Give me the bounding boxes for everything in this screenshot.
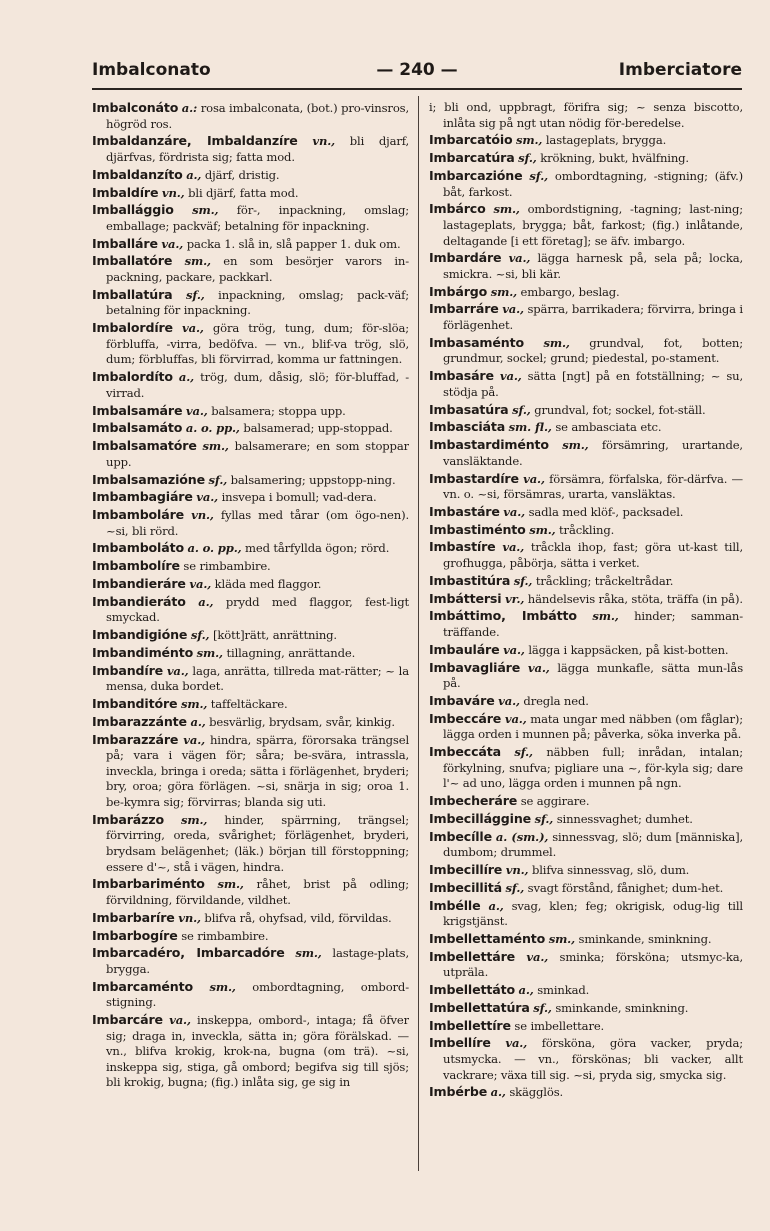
dictionary-entry xyxy=(429,368,743,400)
grammar-label: a., xyxy=(518,983,534,998)
dictionary-entry xyxy=(429,660,743,692)
definition: sadla med klöf-, packsadel. xyxy=(528,504,684,519)
definition: djärf, dristig. xyxy=(204,167,280,182)
headword: Imballatúra xyxy=(92,286,173,302)
headword: Imbastáre xyxy=(429,503,500,519)
definition: balsamering; uppstopp-ning. xyxy=(230,472,396,487)
dictionary-entry xyxy=(92,100,409,132)
headword: Imbellettáto xyxy=(429,982,515,998)
dictionary-entry xyxy=(92,253,409,285)
dictionary-entry xyxy=(429,982,743,999)
headword: Imbecillággine xyxy=(429,810,532,826)
dictionary-entry xyxy=(92,438,409,470)
headword: Imbellettatúra xyxy=(429,999,530,1015)
headword: Imbalsamazióne xyxy=(92,471,205,487)
grammar-label: va., xyxy=(499,369,522,384)
definition: en som besörjer varors in-packning, packare, packkarl. xyxy=(106,254,409,285)
dictionary-entry xyxy=(429,573,743,590)
definition: sätta [ngt] på en fotställning; ~ su, stödja på. xyxy=(443,369,743,399)
dictionary-entry xyxy=(429,931,743,948)
definition: blifva sinnessvag, slö, dum. xyxy=(531,862,690,877)
grammar-label: a. o. pp., xyxy=(185,421,240,436)
definition: i; bli ond, uppbragt, förifra sig; ~ senza biscotto, inlåta sig på ngt utan nödig för-beredelse. xyxy=(429,100,743,130)
dictionary-entry xyxy=(92,403,409,420)
headword: Imbastíre xyxy=(429,539,496,555)
headword: Imbarbogíre xyxy=(92,927,178,943)
dictionary-entry xyxy=(92,594,409,626)
headword: Imbalordíto xyxy=(92,369,173,385)
grammar-label: a., xyxy=(198,594,214,609)
dictionary-entry xyxy=(92,696,409,713)
definition: grundval, fot; sockel, fot-ställ. xyxy=(534,402,706,417)
headword: Imbandiménto xyxy=(92,644,194,660)
definition: sminka; förskönа; utsmyc-ka, utpräla. xyxy=(443,949,743,980)
definition: försämring, urartande, vansläktande. xyxy=(443,438,743,468)
column-divider xyxy=(418,96,419,1171)
headword: Imbambagiáre xyxy=(92,489,193,505)
grammar-label: vr., xyxy=(504,591,525,606)
dictionary-entry xyxy=(92,202,409,234)
definition: försämra, förfalska, för-därfva. — vn. o. ~si, försämras, urarta, vansläktas. xyxy=(443,471,743,502)
grammar-label: va., xyxy=(503,504,526,519)
headword: Imbarcaménto xyxy=(92,978,193,994)
dictionary-entry xyxy=(429,168,743,200)
dictionary-entry xyxy=(429,693,743,710)
definition: händelsevis råka, stöta, träffa (in på). xyxy=(527,591,743,606)
headword: Imbecillíre xyxy=(429,861,503,877)
definition: se rimbambire. xyxy=(181,928,269,943)
dictionary-entry xyxy=(429,898,743,930)
dictionary-entry xyxy=(429,100,743,131)
definition: embargo, beslag. xyxy=(520,284,620,299)
grammar-label: va., xyxy=(182,321,204,336)
headword: Imbellíre xyxy=(429,1035,491,1051)
dictionary-entry xyxy=(429,1018,743,1035)
headword: Imbarráre xyxy=(429,301,499,317)
definition: näbben full; inrådan, intalan; förkylning, snufva; pigliare una ~, för-kyla sig; dare l'~ ad uno, lägga orden i munnen på ngn. xyxy=(443,745,743,791)
grammar-label: sf., xyxy=(514,745,533,760)
definition: ombordtagning, ombord-stigning. xyxy=(106,979,409,1010)
grammar-label: va., xyxy=(189,577,212,591)
grammar-label: va., xyxy=(527,660,550,675)
grammar-label: va., xyxy=(502,302,524,317)
grammar-label: sm., xyxy=(181,812,208,827)
definition: svag, klen; feg; okrigisk, odug-lig till krigstjänst. xyxy=(443,898,743,929)
grammar-label: sm., xyxy=(592,609,619,624)
dictionary-entry xyxy=(429,284,743,301)
definition: för-, inpackning, omslag; emballage; packväf; betalning för inpackning. xyxy=(106,203,409,233)
grammar-label: sf., xyxy=(505,880,525,895)
definition: rosa imbalconata, (bot.) pro-vinsros, högröd ros. xyxy=(106,101,409,131)
grammar-label: va., xyxy=(185,403,208,418)
headword: Imbaváre xyxy=(429,692,495,708)
headword: Imbanditóre xyxy=(92,696,178,712)
dictionary-entry xyxy=(92,576,409,593)
dictionary-entry xyxy=(92,732,409,811)
dictionary-entry xyxy=(429,150,743,167)
grammar-label: sf., xyxy=(534,811,554,826)
dictionary-entry xyxy=(429,471,743,503)
definition: laga, anrätta, tillreda mat-rätter; ~ la mensa, duka bordet. xyxy=(106,663,409,694)
grammar-label: a.: xyxy=(181,101,198,115)
headword: Imbauláre xyxy=(429,641,500,657)
headword: Imbalsamáre xyxy=(92,402,183,418)
dictionary-entry xyxy=(92,133,409,165)
definition: mata ungar med näbben (om fåglar); lägga orden i munnen på; påverka, söka inverka på. xyxy=(443,711,743,742)
headword: Imbecillitá xyxy=(429,879,502,895)
definition: prydd med flaggor, fest-ligt smyckad. xyxy=(106,594,409,625)
page-number: — 240 — xyxy=(376,60,458,80)
grammar-label: a. (sm.), xyxy=(495,829,549,844)
grammar-label: sf., xyxy=(518,151,537,166)
headword: Imbandigióne xyxy=(92,627,188,643)
headword: Imbeccáta xyxy=(429,744,501,760)
headword: Imbavagliáre xyxy=(429,659,521,675)
headword: Imbastardiménto xyxy=(429,437,549,453)
definition: balsamerare; en som stoppar upp. xyxy=(106,439,409,469)
dictionary-entry xyxy=(92,1012,409,1091)
headword: Imbarázzo xyxy=(92,811,164,827)
dictionary-entry xyxy=(429,1000,743,1017)
grammar-label: va., xyxy=(526,949,549,964)
dictionary-entry xyxy=(429,744,743,792)
headword: Imbélle xyxy=(429,897,481,913)
definition: sinnessvag, slö; dum [människa], dumbom; drummel. xyxy=(443,829,743,860)
dictionary-entry xyxy=(92,167,409,184)
definition: göra trög, tung, dum; för-slöa; förbluffa, -virra, bedöfva. — vn., blif-va trög, slö, dum; förbluffas, bli förvirrad, komma ur fattningen. xyxy=(106,321,409,367)
definition: bli djärf, fatta mod. xyxy=(188,185,299,200)
headword: Imbaldanzíto xyxy=(92,166,183,182)
grammar-label: vn., xyxy=(312,134,336,149)
grammar-label: a., xyxy=(190,714,206,729)
grammar-label: va., xyxy=(161,236,184,251)
headword: Imbasaménto xyxy=(429,334,524,350)
definition: tråckla ihop, fast; göra ut-kast till, grofhugga, påbörja, sätta i verket. xyxy=(443,540,743,571)
headword: Imbarcatóio xyxy=(429,132,513,148)
definition: sminkande, sminkning. xyxy=(578,931,712,946)
definition: sminkande, sminkning. xyxy=(555,1000,689,1015)
dictionary-entry xyxy=(429,522,743,539)
headword: Imballáre xyxy=(92,235,158,251)
grammar-label: a., xyxy=(186,167,202,182)
dictionary-entry xyxy=(92,507,409,539)
definition: spärra, barrikadera; förvirra, bringa i förlägenhet. xyxy=(443,302,743,333)
dictionary-entry xyxy=(429,1035,743,1083)
dictionary-entry xyxy=(429,829,743,861)
dictionary-entry xyxy=(429,437,743,469)
grammar-label: vn., xyxy=(505,862,529,877)
headword: Imbastitúra xyxy=(429,572,511,588)
dictionary-entry xyxy=(429,1084,743,1101)
dictionary-entry xyxy=(429,132,743,149)
headword: Imbandieráto xyxy=(92,593,186,609)
headword: Imbalsamáto xyxy=(92,420,183,436)
headword: Imbarcazióne xyxy=(429,167,523,183)
headword: Imbasatúra xyxy=(429,401,509,417)
left-column xyxy=(92,100,409,1161)
definition: tråckling. xyxy=(559,522,615,537)
grammar-label: sm., xyxy=(529,522,556,537)
headword: Imbalsamatóre xyxy=(92,438,197,454)
definition: blifva rå, ohyfsad, vild, förvildas. xyxy=(204,910,392,925)
grammar-label: sf., xyxy=(529,168,548,183)
definition: tillagning, anrättande. xyxy=(226,645,356,660)
definition: skägglös. xyxy=(509,1085,564,1100)
dictionary-entry xyxy=(92,663,409,695)
headword: Imbasáre xyxy=(429,368,494,384)
dictionary-entry xyxy=(429,793,743,810)
grammar-label: sf., xyxy=(208,472,228,487)
grammar-label: va., xyxy=(183,732,205,747)
headword: Imbastiménto xyxy=(429,521,526,537)
dictionary-entry xyxy=(92,812,409,875)
grammar-label: sm., xyxy=(180,697,208,712)
definition: insvepa i bomull; vad-dera. xyxy=(221,490,377,505)
grammar-label: sf., xyxy=(533,1000,552,1015)
page-header xyxy=(92,60,742,84)
dictionary-entry xyxy=(92,910,409,927)
headword: Imbastardíre xyxy=(429,470,519,486)
definition: se imbellettare. xyxy=(514,1018,605,1033)
dictionary-entry xyxy=(429,335,743,367)
grammar-label: vn., xyxy=(161,185,185,200)
definition: lastageplats, brygga. xyxy=(545,133,667,148)
headword: Imbellettaménto xyxy=(429,930,546,946)
dictionary-entry xyxy=(429,880,743,897)
header-rule xyxy=(92,88,742,90)
grammar-label: va., xyxy=(166,663,189,678)
dictionary-entry xyxy=(429,402,743,419)
grammar-label: va., xyxy=(498,693,520,708)
dictionary-entry xyxy=(429,539,743,571)
headword: Imbardáre xyxy=(429,250,502,266)
grammar-label: vn., xyxy=(191,508,214,523)
definition: tråckling; tråckeltrådar. xyxy=(535,573,674,588)
dictionary-entry xyxy=(92,540,409,557)
grammar-label: vn., xyxy=(178,910,201,925)
definition: hindra, spärra, förorsaka trängsel på; vara i vägen för; såra; be-svära, intrassla, inveckla, bringa i oreda; sätta i förlägenhet, bryderi; bry, oroa; göra förlägen. ~si, snärja in sig; oroa 1. be-kymra sig; förvirras; blanda sig uti. xyxy=(106,732,409,810)
definition: se aggirare. xyxy=(520,794,590,809)
dictionary-entry xyxy=(429,301,743,333)
definition: förskönа, göra vacker, pryda; utsmycka. — vn., förskönas; bli vacker, allt vackrare; växa till sig. ~si, pryda sig, smycka sig. xyxy=(443,1036,743,1082)
headword: Imbambolíre xyxy=(92,558,180,574)
grammar-label: sm., xyxy=(196,645,223,660)
header-last-word: Imberciatore xyxy=(618,60,742,80)
headword: Imbeccáre xyxy=(429,710,502,726)
grammar-label: sm., xyxy=(217,877,244,892)
definition: sinnessvaghet; dumhet. xyxy=(556,811,693,826)
dictionary-entry xyxy=(92,320,409,368)
dictionary-entry xyxy=(92,558,409,575)
grammar-label: va., xyxy=(505,1036,528,1051)
dictionary-entry xyxy=(429,504,743,521)
grammar-label: sf., xyxy=(190,628,210,643)
definition: krökning, bukt, hvälfning. xyxy=(540,151,689,166)
grammar-label: va., xyxy=(523,471,545,486)
headword: Imbaldanzáre, Imbaldanzíre xyxy=(92,133,298,149)
definition: hinder, spärrning, trängsel; förvirring, oreda, svårighet; förlägenhet, bryderi, brydsam belägenhet; (läk.) början till förstoppning; essere d'~, stå i vägen, hindra. xyxy=(106,812,409,874)
dictionary-entry xyxy=(92,472,409,489)
headword: Imbalconáto xyxy=(92,100,179,115)
definition: ombordtagning, -stigning; (äfv.) båt, farkost. xyxy=(443,168,743,199)
dictionary-entry xyxy=(92,185,409,202)
definition: lägga i kappsäcken, på kist-botten. xyxy=(528,642,729,657)
dictionary-entry xyxy=(429,250,743,282)
grammar-label: sm., xyxy=(295,946,322,961)
grammar-label: va., xyxy=(169,1013,191,1028)
definition: lägga munkafle, sätta mun-lås på. xyxy=(443,660,743,691)
grammar-label: va., xyxy=(503,642,525,657)
grammar-label: sm., xyxy=(543,335,570,350)
headword: Imbarazzáre xyxy=(92,731,179,747)
grammar-label: a., xyxy=(178,370,195,385)
grammar-label: va., xyxy=(502,540,525,555)
dictionary-entry xyxy=(92,945,409,977)
definition: grundval, fot, botten; grundmur, sockel; grund; piedestal, po-stament. xyxy=(443,335,743,366)
grammar-label: va., xyxy=(508,251,531,266)
headword: Imbamboláto xyxy=(92,540,184,556)
headword: Imbarbaríre xyxy=(92,909,175,925)
definition: dregla ned. xyxy=(523,693,589,708)
grammar-label: sm., xyxy=(192,203,219,218)
definition: ombordstigning, -tagning; last-ning; lastageplats, brygga; båt, farkost; (fig.) inlåtande, deltagande [i ett företag]; se äfv. imbargo. xyxy=(443,202,743,248)
dictionary-entry xyxy=(92,420,409,437)
definition: balsamera; stoppa upp. xyxy=(211,403,346,418)
dictionary-entry xyxy=(92,489,409,506)
dictionary-entry xyxy=(429,949,743,981)
definition: med tårfyllda ögon; rörd. xyxy=(245,541,390,556)
headword: Imbarcáre xyxy=(92,1012,163,1028)
grammar-label: sf., xyxy=(513,573,533,588)
grammar-label: sm. fl., xyxy=(508,420,552,435)
headword: Imbecílle xyxy=(429,828,492,844)
headword: Imbáttersi xyxy=(429,590,502,606)
grammar-label: sm., xyxy=(493,202,520,217)
definition: lastage-plats, brygga. xyxy=(106,946,409,976)
headword: Imbarbariménto xyxy=(92,876,205,892)
definition: bli djarf, djärfvas, fördrista sig; fatta mod. xyxy=(106,134,409,164)
right-column xyxy=(429,100,743,1161)
definition: råhet, brist på odling; förvildning, förvildande, vildhet. xyxy=(106,877,409,907)
definition: sminkad. xyxy=(537,983,590,998)
dictionary-entry xyxy=(429,201,743,249)
headword: Imbárco xyxy=(429,201,486,217)
headword: Imballággio xyxy=(92,202,174,218)
headword: Imbárgo xyxy=(429,283,488,299)
grammar-label: va., xyxy=(196,490,219,505)
dictionary-entry xyxy=(92,236,409,253)
headword: Imbarazzánte xyxy=(92,713,187,729)
definition: kläda med flaggor. xyxy=(214,577,322,591)
headword: Imbandieráre xyxy=(92,576,186,591)
dictionary-entry xyxy=(429,591,743,608)
definition: inpackning, omslag; pack-väf; betalning för inpackning. xyxy=(106,287,409,318)
grammar-label: sf., xyxy=(512,402,531,417)
dictionary-entry xyxy=(92,876,409,908)
definition: se rimbambire. xyxy=(183,559,271,574)
dictionary-entry xyxy=(429,608,743,640)
grammar-label: sm., xyxy=(184,254,211,269)
definition: lägga harnesk på, sela på; locka, smickra. ~si, bli kär. xyxy=(443,251,743,281)
grammar-label: a., xyxy=(490,1085,506,1100)
headword: Imbecheráre xyxy=(429,793,518,809)
grammar-label: a. o. pp., xyxy=(187,541,242,556)
definition: fyllas med tårar (om ögo-nen). ~si, bli rörd. xyxy=(106,508,409,538)
dictionary-entry xyxy=(429,711,743,743)
headword: Imbandíre xyxy=(92,662,164,678)
grammar-label: sf., xyxy=(186,287,205,302)
dictionary-entry xyxy=(429,419,743,436)
definition: besvärlig, brydsam, svår, kinkig. xyxy=(209,714,395,729)
headword: Imbalordíre xyxy=(92,320,173,336)
definition: [kött]rätt, anrättning. xyxy=(212,628,337,643)
header-first-word: Imbalconato xyxy=(92,60,211,80)
headword: Imbamboláre xyxy=(92,507,185,523)
headword: Imbérbe xyxy=(429,1084,488,1100)
headword: Imbáttimo, Imbátto xyxy=(429,608,577,624)
definition: inskeppa, ombord-, intaga; få öfver sig; draga in, inveckla, sätta in; göra förälskad. — vn., blifva krokig, krok-na, bugna (om trä). ~si, inskeppa sig, stiga, gå ombord; begifva sig till sjös; bli krokig, bugna; (fig.) inlåta sig, ge sig in xyxy=(106,1013,409,1090)
grammar-label: sm., xyxy=(209,979,236,994)
definition: taffeltäckare. xyxy=(210,697,288,712)
grammar-label: sm., xyxy=(562,438,589,453)
dictionary-entry xyxy=(92,928,409,945)
grammar-label: sm., xyxy=(548,931,575,946)
dictionary-entry xyxy=(92,979,409,1011)
headword: Imbarcadéro, Imbarcadóre xyxy=(92,945,285,961)
definition: trög, dum, dåsig, slö; för-bluffad, -virrad. xyxy=(106,370,409,400)
grammar-label: sm., xyxy=(202,439,229,454)
headword: Imbaldíre xyxy=(92,184,159,200)
definition: se ambasciata etc. xyxy=(555,420,662,435)
headword: Imbellettáre xyxy=(429,948,516,964)
headword: Imbellettíre xyxy=(429,1017,511,1033)
headword: Imballatóre xyxy=(92,253,173,269)
grammar-label: sm., xyxy=(490,284,517,299)
headword: Imbasciáta xyxy=(429,419,506,435)
dictionary-entry xyxy=(92,369,409,401)
definition: svagt förstånd, fånighet; dum-het. xyxy=(527,880,724,895)
dictionary-entry xyxy=(92,627,409,644)
grammar-label: sm., xyxy=(516,133,543,148)
definition: hinder; samman-träffande. xyxy=(443,609,743,639)
headword: Imbarcatúra xyxy=(429,150,515,166)
dictionary-entry xyxy=(92,287,409,319)
dictionary-entry xyxy=(429,811,743,828)
dictionary-entry xyxy=(92,645,409,662)
definition: packa 1. slå in, slå papper 1. duk om. xyxy=(186,236,401,251)
dictionary-entry xyxy=(429,862,743,879)
dictionary-entry xyxy=(92,714,409,731)
grammar-label: va., xyxy=(504,711,527,726)
definition: balsamerad; upp-stoppad. xyxy=(243,421,393,436)
dictionary-entry xyxy=(429,642,743,659)
grammar-label: a., xyxy=(488,898,504,913)
